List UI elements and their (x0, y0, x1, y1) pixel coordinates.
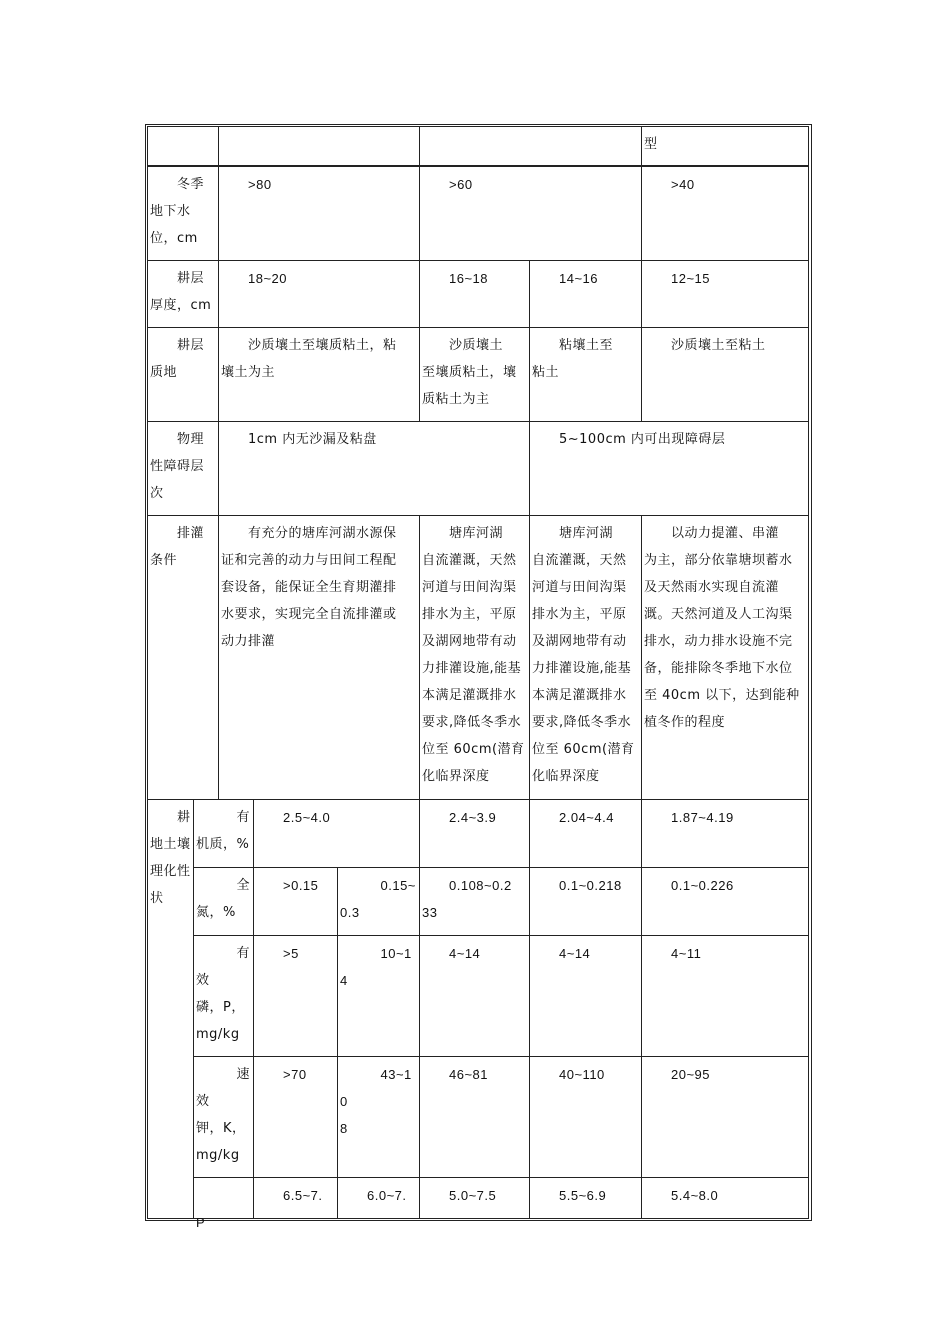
table-cell: >40 (641, 166, 809, 261)
table-cell: 16~18 (419, 260, 530, 328)
table-cell: 沙质壤土 至壤质粘土，壤 质粘土为主 (419, 327, 530, 422)
table-cell (218, 126, 420, 166)
table-row-label: 耕层 质地 (147, 327, 219, 422)
table-cell: 46~81 (419, 1056, 530, 1178)
table-cell: 粘壤土至 粘土 (529, 327, 642, 422)
table-cell: >0.15 (253, 867, 338, 936)
table-row-label: 有 机质，% (193, 799, 254, 868)
table-cell: 43~10 8 (337, 1056, 420, 1178)
table-cell: 4~14 (529, 935, 642, 1057)
table-row-label: 速 效 钾，K， mg/kg (193, 1056, 254, 1178)
table-cell: 10~14 (337, 935, 420, 1057)
table-cell: 以动力提灌、串灌 为主，部分依靠塘坝蓄水 及天然雨水实现自流灌 溉。天然河道及人工沟渠 排水，动力排水设施不完 备，能排除冬季地下水位 至 40cm 以下，达到能种 植冬作的程度 (641, 515, 809, 800)
table-cell (147, 126, 219, 166)
table-cell: 5.0~7.5 (419, 1177, 530, 1219)
table-cell: 5.4~8.0 (641, 1177, 809, 1219)
table-cell: 0.108~0.2 33 (419, 867, 530, 936)
soil-property-group-label: 耕 地土壤 理化性 状 (147, 799, 194, 1219)
table-cell: 1.87~4.19 (641, 799, 809, 868)
table-cell: 20~95 (641, 1056, 809, 1178)
table-cell: 0.1~0.218 (529, 867, 642, 936)
table-row-label: 冬季 地下水 位，cm (147, 166, 219, 261)
table-cell: 5~100cm 内可出现障碍层 (529, 421, 809, 516)
table-cell (419, 126, 642, 166)
table-cell: >80 (218, 166, 420, 261)
table-cell: 5.5~6.9 (529, 1177, 642, 1219)
grade-type-header: 型 (644, 137, 658, 152)
table-row-label: P (193, 1177, 254, 1219)
table-cell: 0.15~ 0.3 (337, 867, 420, 936)
table-cell: 2.04~4.4 (529, 799, 642, 868)
table-row-label: 物理 性障碍层 次 (147, 421, 219, 516)
table-cell: 沙质壤土至粘土 (641, 327, 809, 422)
table-cell: 12~15 (641, 260, 809, 328)
table-cell: 6.0~7. (337, 1177, 420, 1219)
table-cell: 0.1~0.226 (641, 867, 809, 936)
table-cell: 2.5~4.0 (253, 799, 420, 868)
table-row-label: 有 效 磷，P， mg/kg (193, 935, 254, 1057)
table-cell: 1cm 内无沙漏及粘盘 (218, 421, 530, 516)
table-row-label: 排灌 条件 (147, 515, 219, 800)
table-cell: >60 (419, 166, 642, 261)
table-cell: >70 (253, 1056, 338, 1178)
table-row-label: 耕层 厚度，cm (147, 260, 219, 328)
table-cell: >5 (253, 935, 338, 1057)
table-cell (641, 126, 809, 166)
table-row-label: 全 氮，% (193, 867, 254, 936)
table-cell: 40~110 (529, 1056, 642, 1178)
table-cell: 4~14 (419, 935, 530, 1057)
table-cell: 18~20 (218, 260, 420, 328)
table-cell: 6.5~7. (253, 1177, 338, 1219)
table-cell: 2.4~3.9 (419, 799, 530, 868)
table-cell: 塘库河湖 自流灌溉，天然 河道与田间沟渠 排水为主，平原 及湖网地带有动 力排灌设施,能基 本满足灌溉排水 要求,降低冬季水 位至 60cm(潜育 化临界深度 (529, 515, 642, 800)
table-cell: 有充分的塘库河湖水源保 证和完善的动力与田间工程配 套设备，能保证全生育期灌排 水要求，实现完全自流排灌或 动力排灌 (218, 515, 420, 800)
table-cell: 14~16 (529, 260, 642, 328)
table-cell: 沙质壤土至壤质粘土，粘 壤土为主 (218, 327, 420, 422)
table-cell: 4~11 (641, 935, 809, 1057)
table-cell: 塘库河湖 自流灌溉，天然 河道与田间沟渠 排水为主，平原 及湖网地带有动 力排灌设施,能基 本满足灌溉排水 要求,降低冬季水 位至 60cm(潜育 化临界深度 (419, 515, 530, 800)
